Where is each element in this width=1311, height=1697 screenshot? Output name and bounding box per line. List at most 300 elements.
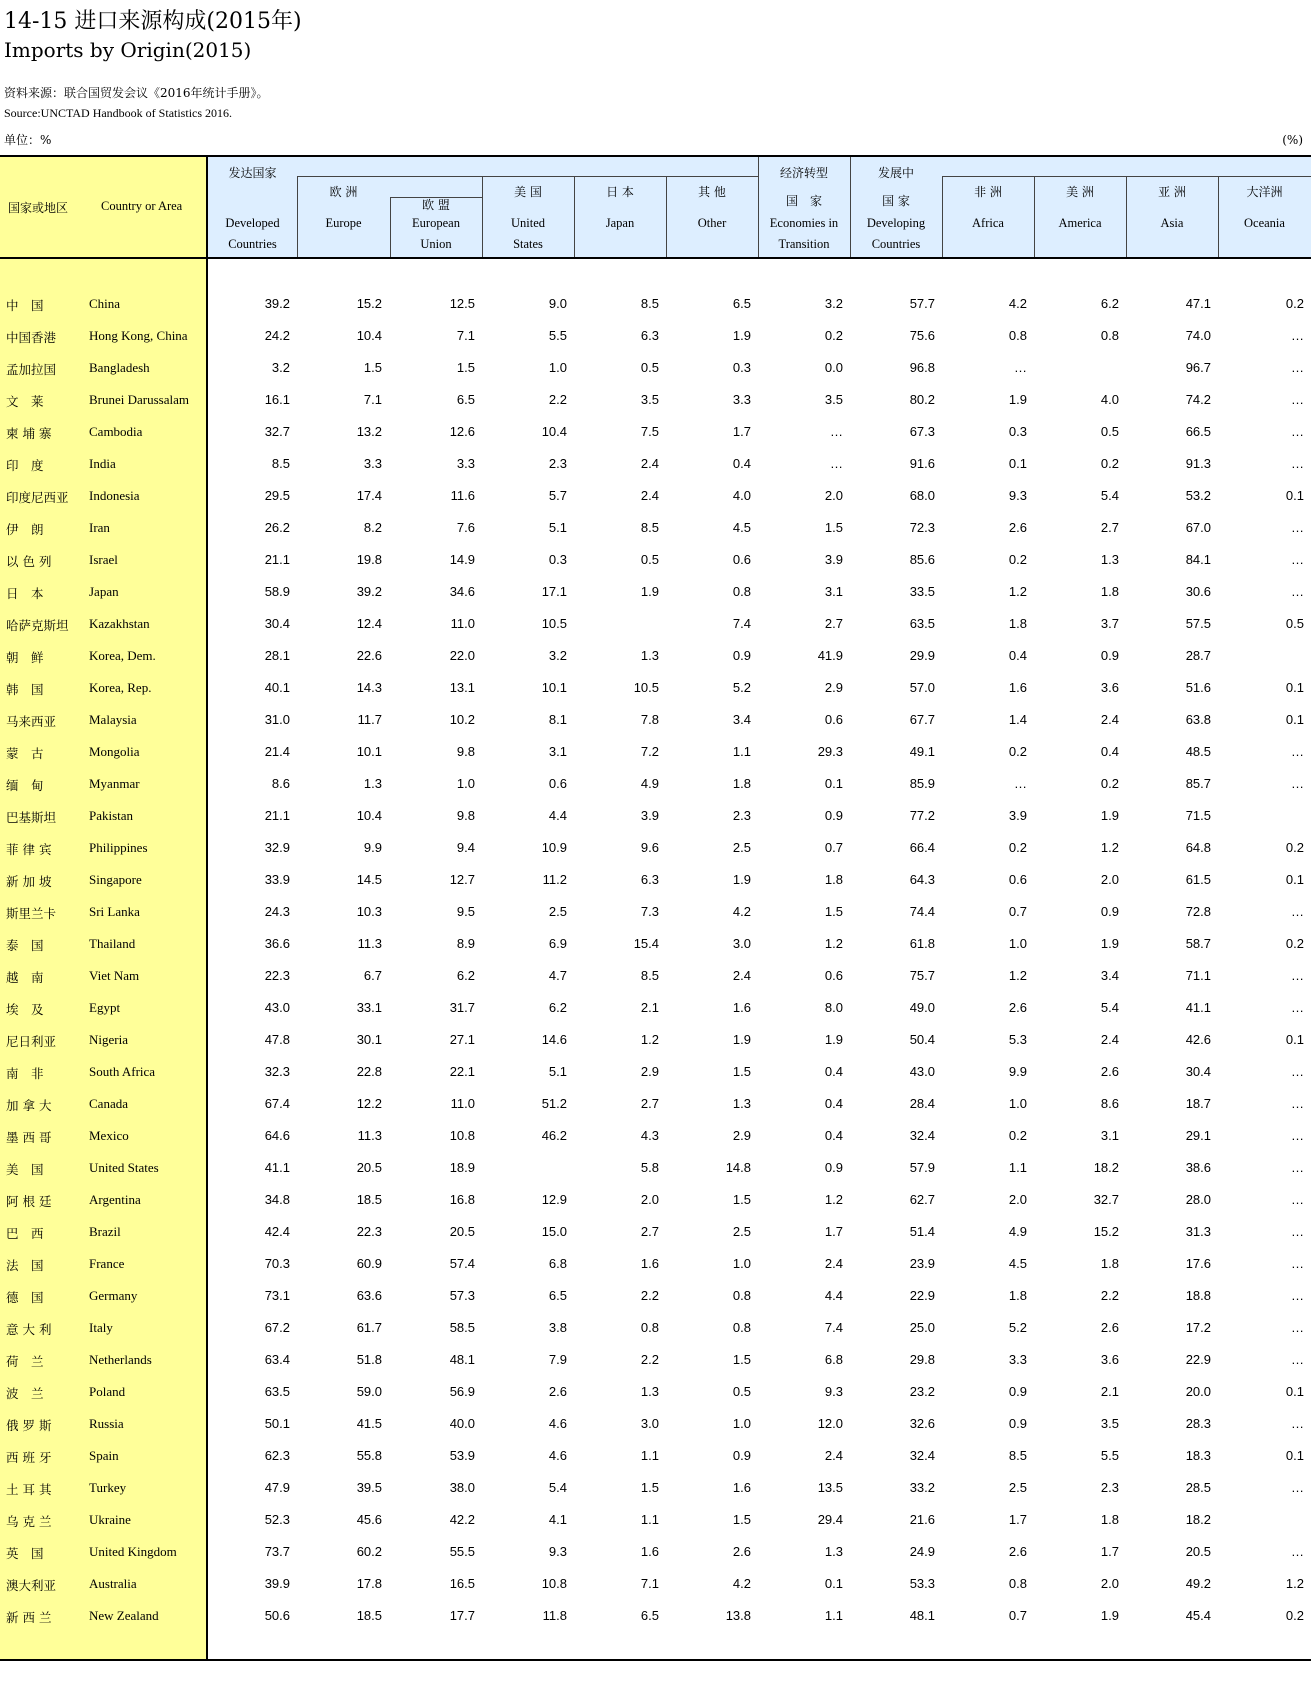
header-eu-en2: Union [420, 237, 452, 251]
value-cell: 12.5 [449, 296, 475, 311]
value-cell: 43.0 [264, 1000, 290, 1015]
value-cell: 1.1 [1008, 1160, 1027, 1175]
value-cell: 0.9 [1100, 904, 1119, 919]
value-cell: 1.8 [824, 872, 843, 887]
country-name-en: Korea, Rep. [89, 680, 152, 695]
value-cell: 39.2 [264, 296, 290, 311]
table-row [0, 832, 1311, 864]
value-cell: 58.5 [449, 1320, 475, 1335]
value-cell: 12.0 [817, 1416, 843, 1431]
table-row [0, 896, 1311, 928]
value-cell: 9.3 [1008, 488, 1027, 503]
value-cell: … [1291, 552, 1304, 567]
value-cell: 32.3 [264, 1064, 290, 1079]
value-cell: 2.9 [640, 1064, 659, 1079]
country-name-en: Thailand [89, 936, 136, 951]
value-cell: 12.4 [356, 616, 382, 631]
value-cell: 49.0 [909, 1000, 935, 1015]
table-row [0, 416, 1311, 448]
value-cell: 7.1 [640, 1576, 659, 1591]
value-cell: 0.3 [548, 552, 567, 567]
table-row [0, 1024, 1311, 1056]
value-cell: 2.7 [640, 1096, 659, 1111]
country-name-cn: 土 耳 其 [6, 1482, 52, 1497]
value-cell: 5.3 [1008, 1032, 1027, 1047]
value-cell: 0.4 [1008, 648, 1027, 663]
value-cell: 10.8 [541, 1576, 567, 1591]
value-cell: 51.4 [909, 1224, 935, 1239]
value-cell: 31.0 [264, 712, 290, 727]
value-cell: 1.5 [456, 360, 475, 375]
country-name-cn: 尼日利亚 [6, 1034, 57, 1049]
value-cell: 1.6 [640, 1256, 659, 1271]
value-cell: 10.4 [541, 424, 567, 439]
table-row [0, 448, 1311, 480]
header-divider [942, 176, 1311, 177]
value-cell: 77.2 [909, 808, 935, 823]
value-cell: 1.1 [824, 1608, 843, 1623]
value-cell: 8.2 [363, 520, 382, 535]
value-cell: 1.2 [1100, 840, 1119, 855]
table-row [0, 672, 1311, 704]
value-cell: 3.4 [1100, 968, 1119, 983]
value-cell: 74.4 [909, 904, 935, 919]
country-name-en: Malaysia [89, 712, 137, 727]
value-cell: 28.7 [1185, 648, 1211, 663]
value-cell: 64.3 [909, 872, 935, 887]
value-cell: 12.2 [356, 1096, 382, 1111]
value-cell: 29.9 [909, 648, 935, 663]
value-cell: 1.8 [732, 776, 751, 791]
value-cell: 0.4 [824, 1064, 843, 1079]
value-cell: 46.2 [541, 1128, 567, 1143]
table-row [0, 960, 1311, 992]
table-row [0, 768, 1311, 800]
value-cell: 3.0 [732, 936, 751, 951]
value-cell: 7.5 [640, 424, 659, 439]
country-name-cn: 文 莱 [6, 394, 44, 409]
table-row [0, 1056, 1311, 1088]
country-name-en: Korea, Dem. [89, 648, 156, 663]
value-cell: 49.2 [1185, 1576, 1211, 1591]
value-cell: 0.5 [640, 552, 659, 567]
value-cell: 5.8 [640, 1160, 659, 1175]
table-row [0, 384, 1311, 416]
value-cell: 0.2 [1008, 552, 1027, 567]
value-cell: 0.6 [824, 968, 843, 983]
value-cell: 1.3 [1100, 552, 1119, 567]
country-name-en: New Zealand [89, 1608, 159, 1623]
value-cell: 75.7 [909, 968, 935, 983]
table-row [0, 480, 1311, 512]
value-cell: 2.5 [732, 1224, 751, 1239]
value-cell: 0.3 [732, 360, 751, 375]
value-cell: 30.4 [264, 616, 290, 631]
value-cell: 5.7 [548, 488, 567, 503]
value-cell: 2.7 [1100, 520, 1119, 535]
value-cell: 0.5 [732, 1384, 751, 1399]
table-row [0, 1504, 1311, 1536]
value-cell: 0.7 [824, 840, 843, 855]
value-cell: 3.3 [363, 456, 382, 471]
value-cell: 0.5 [1100, 424, 1119, 439]
value-cell: 8.9 [456, 936, 475, 951]
value-cell: 1.9 [732, 1032, 751, 1047]
value-cell: 2.4 [640, 456, 659, 471]
header-developing-en2: Countries [871, 237, 921, 251]
country-name-cn: 韩 国 [6, 682, 44, 697]
page-title-en: Imports by Origin(2015) [4, 38, 252, 62]
value-cell: 14.3 [356, 680, 382, 695]
value-cell: 3.9 [1008, 808, 1027, 823]
value-cell: 4.2 [732, 1576, 751, 1591]
value-cell: 6.9 [548, 936, 567, 951]
value-cell: 9.4 [456, 840, 475, 855]
table-row [0, 928, 1311, 960]
value-cell: 18.3 [1185, 1448, 1211, 1463]
value-cell: 22.0 [449, 648, 475, 663]
value-cell: 34.8 [264, 1192, 290, 1207]
value-cell: 0.7 [1008, 904, 1027, 919]
country-name-en: Brunei Darussalam [89, 392, 190, 407]
value-cell: 2.0 [824, 488, 843, 503]
value-cell: 57.3 [449, 1288, 475, 1303]
country-name-en: Brazil [89, 1224, 121, 1239]
table-row [0, 864, 1311, 896]
value-cell: 7.8 [640, 712, 659, 727]
value-cell: 0.2 [1008, 840, 1027, 855]
value-cell: 7.4 [732, 616, 751, 631]
value-cell: 5.2 [1008, 1320, 1027, 1335]
value-cell: 1.6 [732, 1480, 751, 1495]
value-cell: 2.6 [548, 1384, 567, 1399]
value-cell: 31.7 [449, 1000, 475, 1015]
table-row [0, 1408, 1311, 1440]
country-name-en: Turkey [89, 1480, 127, 1495]
value-cell: … [1291, 1224, 1304, 1239]
value-cell: 96.8 [909, 360, 935, 375]
value-cell: 1.0 [1008, 936, 1027, 951]
value-cell: 17.7 [449, 1608, 475, 1623]
value-cell: 21.1 [264, 808, 290, 823]
table-row [0, 1184, 1311, 1216]
value-cell: 0.1 [1285, 872, 1304, 887]
value-cell: 8.0 [824, 1000, 843, 1015]
country-name-cn: 哈萨克斯坦 [6, 618, 69, 633]
value-cell: 0.1 [1285, 712, 1304, 727]
value-cell: 8.5 [640, 520, 659, 535]
country-name-en: South Africa [89, 1064, 156, 1079]
value-cell: 22.6 [356, 648, 382, 663]
value-cell: … [1291, 584, 1304, 599]
header-oceania-cn: 大洋洲 [1246, 185, 1283, 199]
value-cell: 74.2 [1185, 392, 1211, 407]
value-cell: 0.9 [1100, 648, 1119, 663]
value-cell: 9.8 [456, 808, 475, 823]
value-cell: 4.3 [640, 1128, 659, 1143]
value-cell: 73.7 [264, 1544, 290, 1559]
value-cell: 70.3 [264, 1256, 290, 1271]
value-cell: 75.6 [909, 328, 935, 343]
table-row [0, 1536, 1311, 1568]
value-cell: 96.7 [1185, 360, 1211, 375]
value-cell: 80.2 [909, 392, 935, 407]
value-cell: 2.6 [732, 1544, 751, 1559]
value-cell: 2.3 [548, 456, 567, 471]
value-cell: 32.4 [909, 1128, 935, 1143]
value-cell: 63.8 [1185, 712, 1211, 727]
table-row [0, 544, 1311, 576]
value-cell: 3.2 [548, 648, 567, 663]
value-cell: 0.2 [1008, 744, 1027, 759]
value-cell: 47.8 [264, 1032, 290, 1047]
value-cell: 0.2 [1100, 456, 1119, 471]
value-cell: 2.0 [1008, 1192, 1027, 1207]
value-cell: … [1291, 1544, 1304, 1559]
value-cell: 2.3 [732, 808, 751, 823]
value-cell: 1.8 [1100, 584, 1119, 599]
value-cell: 6.7 [363, 968, 382, 983]
value-cell: 36.6 [264, 936, 290, 951]
value-cell: 42.4 [264, 1224, 290, 1239]
value-cell: … [1291, 1160, 1304, 1175]
value-cell: 62.3 [264, 1448, 290, 1463]
value-cell: 18.5 [356, 1192, 382, 1207]
value-cell: 0.1 [1285, 680, 1304, 695]
value-cell: 39.5 [356, 1480, 382, 1495]
country-name-cn: 乌 克 兰 [6, 1514, 52, 1529]
value-cell: 0.5 [1285, 616, 1304, 631]
value-cell: 74.0 [1185, 328, 1211, 343]
country-name-cn: 埃 及 [6, 1002, 44, 1017]
table-row [0, 576, 1311, 608]
value-cell: 7.4 [824, 1320, 843, 1335]
country-name-cn: 西 班 牙 [6, 1450, 52, 1465]
value-cell: 18.5 [356, 1608, 382, 1623]
value-cell: 45.6 [356, 1512, 382, 1527]
value-cell: 1.3 [640, 1384, 659, 1399]
value-cell: 3.5 [1100, 1416, 1119, 1431]
value-cell: 1.1 [640, 1448, 659, 1463]
value-cell: 3.0 [640, 1416, 659, 1431]
header-us-cn: 美 国 [514, 185, 542, 199]
value-cell: 6.5 [640, 1608, 659, 1623]
country-name-cn: 以 色 列 [6, 554, 52, 569]
value-cell: 40.0 [449, 1416, 475, 1431]
value-cell: 85.9 [909, 776, 935, 791]
value-cell: 10.9 [541, 840, 567, 855]
header-africa-en: Africa [972, 216, 1004, 230]
value-cell: 1.0 [732, 1256, 751, 1271]
value-cell: 4.5 [1008, 1256, 1027, 1271]
value-cell: 5.4 [1100, 488, 1119, 503]
value-cell: 0.2 [824, 328, 843, 343]
value-cell: 2.0 [1100, 872, 1119, 887]
country-name-cn: 俄 罗 斯 [6, 1418, 52, 1433]
value-cell: 64.6 [264, 1128, 290, 1143]
country-name-en: Japan [89, 584, 119, 599]
value-cell: 4.0 [1100, 392, 1119, 407]
value-cell: 28.4 [909, 1096, 935, 1111]
value-cell: 9.3 [548, 1544, 567, 1559]
value-cell: 1.2 [824, 936, 843, 951]
value-cell: 8.5 [1008, 1448, 1027, 1463]
value-cell: 8.6 [271, 776, 290, 791]
value-cell: 20.5 [356, 1160, 382, 1175]
unit-right: (%) [1282, 133, 1303, 147]
value-cell: 11.3 [357, 1128, 382, 1143]
value-cell: 0.1 [824, 776, 843, 791]
value-cell: 12.9 [541, 1192, 567, 1207]
value-cell: 53.3 [909, 1576, 935, 1591]
table-row [0, 1472, 1311, 1504]
value-cell: 5.4 [1100, 1000, 1119, 1015]
value-cell: 53.9 [449, 1448, 475, 1463]
value-cell: … [830, 456, 843, 471]
value-cell: 11.6 [450, 488, 475, 503]
value-cell: 41.9 [817, 648, 843, 663]
header-developed-en2: Countries [228, 237, 277, 251]
value-cell: 4.5 [732, 520, 751, 535]
value-cell: 0.1 [1285, 1032, 1304, 1047]
header-divider [297, 176, 758, 177]
country-name-cn: 菲 律 宾 [6, 842, 52, 857]
value-cell: … [1291, 1480, 1304, 1495]
country-name-en: Hong Kong, China [89, 328, 188, 343]
value-cell: 63.4 [264, 1352, 290, 1367]
value-cell: 0.1 [1285, 1448, 1304, 1463]
header-us-en2: States [513, 237, 543, 251]
value-cell: 0.6 [732, 552, 751, 567]
value-cell: 2.6 [1008, 1000, 1027, 1015]
value-cell: 14.6 [541, 1032, 567, 1047]
value-cell: 3.6 [1100, 1352, 1119, 1367]
value-cell: 15.4 [633, 936, 659, 951]
header-developing-en1: Developing [866, 216, 926, 230]
value-cell: 40.1 [264, 680, 290, 695]
country-name-en: France [89, 1256, 125, 1271]
header-asia-cn: 亚 洲 [1158, 185, 1186, 199]
value-cell: 1.0 [732, 1416, 751, 1431]
country-name-cn: 印度尼西亚 [6, 490, 69, 505]
header-europe-cn: 欧 洲 [329, 185, 358, 199]
value-cell: 1.6 [732, 1000, 751, 1015]
value-cell: 11.0 [450, 616, 475, 631]
value-cell: 32.9 [264, 840, 290, 855]
header-america-en: America [1058, 216, 1102, 230]
value-cell: 7.2 [640, 744, 659, 759]
table-row [0, 1152, 1311, 1184]
value-cell: 0.3 [1008, 424, 1027, 439]
value-cell: … [1291, 1320, 1304, 1335]
value-cell: 9.6 [640, 840, 659, 855]
value-cell: 0.9 [824, 1160, 843, 1175]
value-cell: 1.0 [548, 360, 567, 375]
value-cell: 23.2 [909, 1384, 935, 1399]
value-cell: 41.1 [264, 1160, 290, 1175]
country-name-cn: 马来西亚 [6, 714, 57, 729]
value-cell: 4.9 [1008, 1224, 1027, 1239]
value-cell: … [1291, 904, 1304, 919]
country-name-en: Indonesia [89, 488, 140, 503]
value-cell: … [1291, 360, 1304, 375]
table-row [0, 992, 1311, 1024]
header-other-cn: 其 他 [698, 185, 726, 199]
value-cell: … [1014, 360, 1027, 375]
value-cell: 2.2 [640, 1352, 659, 1367]
value-cell: … [1291, 1256, 1304, 1271]
value-cell: 50.6 [264, 1608, 290, 1623]
table-row [0, 736, 1311, 768]
value-cell: 28.3 [1185, 1416, 1211, 1431]
value-cell: 2.4 [1100, 1032, 1119, 1047]
value-cell: 20.5 [1185, 1544, 1211, 1559]
value-cell: 15.0 [541, 1224, 567, 1239]
value-cell: 1.1 [640, 1512, 659, 1527]
value-cell: 0.6 [824, 712, 843, 727]
country-name-cn: 伊 朗 [6, 522, 44, 537]
value-cell: … [1291, 744, 1304, 759]
value-cell: 23.9 [909, 1256, 935, 1271]
value-cell: 0.9 [732, 1448, 751, 1463]
value-cell: 63.6 [356, 1288, 382, 1303]
value-cell: 57.5 [1185, 616, 1211, 631]
value-cell: … [1291, 1288, 1304, 1303]
header-transition-en2: Transition [778, 237, 830, 251]
value-cell: 51.6 [1185, 680, 1211, 695]
value-cell: 6.5 [732, 296, 751, 311]
value-cell: 1.5 [640, 1480, 659, 1495]
table-row [0, 512, 1311, 544]
value-cell: 1.5 [824, 520, 843, 535]
value-cell: 3.5 [640, 392, 659, 407]
value-cell: 1.6 [640, 1544, 659, 1559]
value-cell: 22.1 [449, 1064, 475, 1079]
value-cell: 2.0 [640, 1192, 659, 1207]
value-cell: 28.5 [1185, 1480, 1211, 1495]
value-cell: 62.7 [909, 1192, 935, 1207]
value-cell: 0.4 [824, 1128, 843, 1143]
value-cell: 32.4 [909, 1448, 935, 1463]
value-cell: 0.4 [824, 1096, 843, 1111]
page-title-cn: 14-15 进口来源构成(2015年) [4, 9, 302, 34]
value-cell: 22.8 [356, 1064, 382, 1079]
value-cell: 47.9 [264, 1480, 290, 1495]
value-cell: 30.6 [1185, 584, 1211, 599]
country-name-cn: 波 兰 [6, 1386, 44, 1401]
header-eu-cn: 欧 盟 [422, 198, 450, 212]
value-cell: 8.1 [548, 712, 567, 727]
value-cell: 9.9 [363, 840, 382, 855]
value-cell: 1.8 [1008, 1288, 1027, 1303]
value-cell: 1.3 [824, 1544, 843, 1559]
value-cell: 9.8 [456, 744, 475, 759]
table-row [0, 1568, 1311, 1600]
value-cell: … [1291, 456, 1304, 471]
value-cell: 5.5 [1100, 1448, 1119, 1463]
value-cell: 42.2 [449, 1512, 475, 1527]
value-cell: 66.4 [909, 840, 935, 855]
value-cell: 15.2 [356, 296, 382, 311]
value-cell: 33.5 [909, 584, 935, 599]
value-cell: 13.1 [449, 680, 475, 695]
country-name-en: Nigeria [89, 1032, 128, 1047]
country-name-en: Pakistan [89, 808, 134, 823]
value-cell: 7.3 [640, 904, 659, 919]
value-cell: 4.6 [548, 1448, 567, 1463]
value-cell: 1.2 [640, 1032, 659, 1047]
value-cell: 22.9 [909, 1288, 935, 1303]
